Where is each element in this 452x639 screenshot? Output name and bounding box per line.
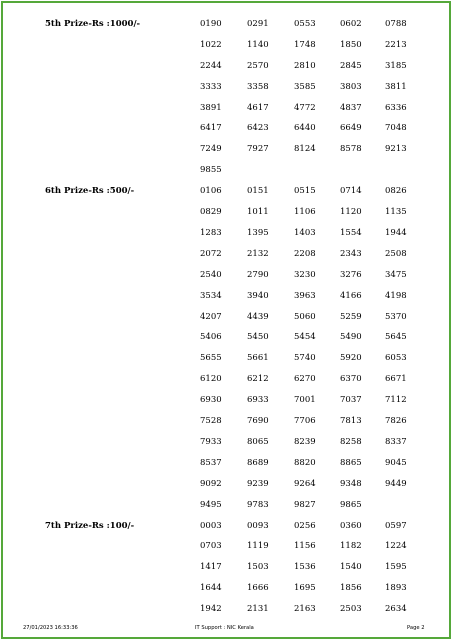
winning-number: 5661: [247, 353, 269, 364]
winning-number: 3585: [294, 81, 316, 92]
winning-number: 8258: [340, 436, 362, 447]
footer-page-number: Page 2: [407, 625, 425, 631]
winning-number: 7048: [385, 123, 407, 134]
footer-support: IT Support : NIC Kerala: [195, 625, 254, 631]
winning-number: 2163: [294, 604, 316, 615]
winning-number: 0553: [294, 19, 316, 29]
winning-number: 7001: [294, 395, 316, 406]
winning-number: 1856: [340, 583, 362, 594]
winning-number: 5450: [247, 332, 269, 343]
winning-number: 1695: [294, 583, 316, 594]
winning-number: 1283: [200, 227, 222, 238]
winning-number: 6440: [294, 123, 316, 134]
winning-number: 3475: [385, 269, 407, 280]
winning-number: 7112: [385, 395, 407, 406]
winning-number: 8065: [247, 436, 269, 447]
winning-number: 4439: [247, 311, 269, 322]
winning-number: 2131: [247, 604, 269, 615]
winning-number: 3185: [385, 60, 407, 71]
winning-number: 5920: [340, 353, 362, 364]
winning-number: 1224: [385, 541, 407, 552]
winning-number: 9449: [385, 478, 407, 489]
winning-number: 4837: [340, 102, 362, 113]
winning-number: 7690: [247, 415, 269, 426]
winning-number: 9827: [294, 499, 316, 510]
document-page: [1, 1, 451, 639]
winning-number: 8124: [294, 144, 316, 155]
winning-number: 5645: [385, 332, 407, 343]
winning-number: 7037: [340, 395, 362, 406]
winning-number: 0826: [385, 186, 407, 197]
winning-number: 6120: [200, 374, 222, 385]
prize-label: 5th Prize-Rs :1000/-: [45, 19, 141, 29]
winning-number: 1540: [340, 562, 362, 573]
winning-number: 5655: [200, 353, 222, 364]
winning-number: 9264: [294, 478, 316, 489]
winning-number: 1395: [247, 227, 269, 238]
winning-number: 3963: [294, 290, 316, 301]
winning-number: 7927: [247, 144, 269, 155]
winning-number: 1119: [247, 541, 269, 552]
winning-number: 7826: [385, 415, 407, 426]
winning-number: 1106: [294, 207, 316, 218]
winning-number: 1595: [385, 562, 407, 573]
winning-number: 9855: [200, 165, 222, 176]
winning-number: 1944: [385, 227, 407, 238]
winning-number: 6212: [247, 374, 269, 385]
winning-number: 3891: [200, 102, 222, 113]
winning-number: 5370: [385, 311, 407, 322]
winning-number: 1156: [294, 541, 316, 552]
winning-number: 9865: [340, 499, 362, 510]
winning-number: 0190: [200, 19, 222, 29]
winning-number: 9045: [385, 457, 407, 468]
winning-number: 8578: [340, 144, 362, 155]
winning-number: 2634: [385, 604, 407, 615]
winning-number: 8689: [247, 457, 269, 468]
winning-number: 1011: [247, 207, 269, 218]
winning-number: 1554: [340, 227, 362, 238]
winning-number: 6370: [340, 374, 362, 385]
winning-number: 3803: [340, 81, 362, 92]
winning-number: 2208: [294, 248, 316, 259]
winning-number: 7528: [200, 415, 222, 426]
winning-number: 2213: [385, 39, 407, 50]
winning-number: 6649: [340, 123, 362, 134]
winning-number: 2790: [247, 269, 269, 280]
winning-number: 1135: [385, 207, 407, 218]
winning-number: 9495: [200, 499, 222, 510]
winning-number: 1120: [340, 207, 362, 218]
winning-number: 1942: [200, 604, 222, 615]
winning-number: 2132: [247, 248, 269, 259]
winning-number: 3276: [340, 269, 362, 280]
winning-number: 3333: [200, 81, 222, 92]
winning-number: 8337: [385, 436, 407, 447]
winning-number: 0003: [200, 520, 222, 531]
winning-number: 5490: [340, 332, 362, 343]
winning-number: 0597: [385, 520, 407, 531]
winning-number: 1403: [294, 227, 316, 238]
winning-number: 5060: [294, 311, 316, 322]
winning-number: 2845: [340, 60, 362, 71]
winning-number: 2343: [340, 248, 362, 259]
winning-number: 6671: [385, 374, 407, 385]
winning-number: 6270: [294, 374, 316, 385]
winning-number: 3811: [385, 81, 407, 92]
winning-number: 0093: [247, 520, 269, 531]
winning-number: 9239: [247, 478, 269, 489]
winning-number: 1417: [200, 562, 222, 573]
winning-number: 4198: [385, 290, 407, 301]
winning-number: 8537: [200, 457, 222, 468]
winning-number: 3358: [247, 81, 269, 92]
winning-number: 6336: [385, 102, 407, 113]
winning-number: 6933: [247, 395, 269, 406]
winning-number: 1182: [340, 541, 362, 552]
winning-number: 4772: [294, 102, 316, 113]
winning-number: 5406: [200, 332, 222, 343]
prize-label: 7th Prize-Rs :100/-: [45, 520, 135, 531]
winning-number: 1666: [247, 583, 269, 594]
winning-number: 0703: [200, 541, 222, 552]
winning-number: 2072: [200, 248, 222, 259]
winning-number: 3940: [247, 290, 269, 301]
winning-number: 0714: [340, 186, 362, 197]
winning-number: 0106: [200, 186, 222, 197]
winning-number: 7933: [200, 436, 222, 447]
winning-number: 3534: [200, 290, 222, 301]
winning-number: 2503: [340, 604, 362, 615]
winning-number: 2508: [385, 248, 407, 259]
winning-number: 1140: [247, 39, 269, 50]
winning-number: 8239: [294, 436, 316, 447]
winning-number: 7706: [294, 415, 316, 426]
winning-number: 3230: [294, 269, 316, 280]
winning-number: 2570: [247, 60, 269, 71]
winning-number: 6417: [200, 123, 222, 134]
winning-number: 0602: [340, 19, 362, 29]
winning-number: 0829: [200, 207, 222, 218]
winning-number: 5740: [294, 353, 316, 364]
winning-number: 0291: [247, 19, 269, 29]
winning-number: 0151: [247, 186, 269, 197]
winning-number: 0788: [385, 19, 407, 29]
winning-number: 7813: [340, 415, 362, 426]
winning-number: 1850: [340, 39, 362, 50]
prize-label: 6th Prize-Rs :500/-: [45, 186, 135, 197]
winning-number: 2810: [294, 60, 316, 71]
winning-number: 0360: [340, 520, 362, 531]
winning-number: 2244: [200, 60, 222, 71]
winning-number: 2540: [200, 269, 222, 280]
winning-number: 1022: [200, 39, 222, 50]
winning-number: 6423: [247, 123, 269, 134]
winning-number: 0256: [294, 520, 316, 531]
winning-number: 1644: [200, 583, 222, 594]
winning-number: 6053: [385, 353, 407, 364]
winning-number: 9348: [340, 478, 362, 489]
winning-number: 8865: [340, 457, 362, 468]
winning-number: 6930: [200, 395, 222, 406]
winning-number: 0515: [294, 186, 316, 197]
page-footer: [3, 625, 449, 635]
winning-number: 1893: [385, 583, 407, 594]
winning-number: 9213: [385, 144, 407, 155]
winning-number: 4617: [247, 102, 269, 113]
winning-number: 9092: [200, 478, 222, 489]
winning-number: 5259: [340, 311, 362, 322]
winning-number: 9783: [247, 499, 269, 510]
winning-number: 8820: [294, 457, 316, 468]
winning-number: 4207: [200, 311, 222, 322]
winning-number: 5454: [294, 332, 316, 343]
winning-number: 1503: [247, 562, 269, 573]
winning-number: 1536: [294, 562, 316, 573]
winning-number: 1748: [294, 39, 316, 50]
winning-number: 7249: [200, 144, 222, 155]
footer-timestamp: 27/01/2023 16:33:36: [23, 625, 78, 631]
winning-number: 4166: [340, 290, 362, 301]
